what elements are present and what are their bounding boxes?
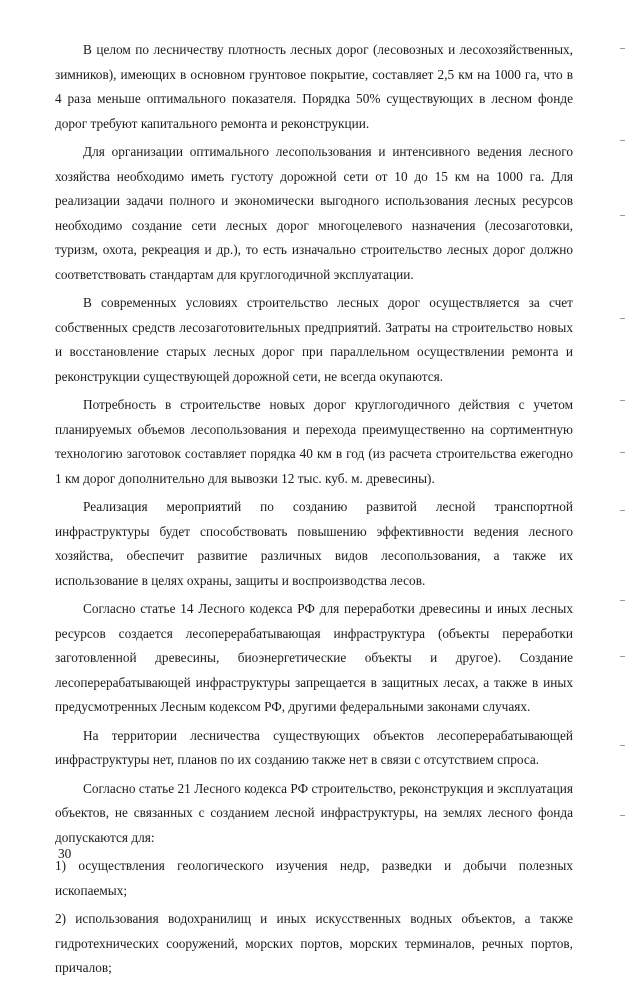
document-body — [55, 38, 573, 985]
scan-edge-mark — [620, 400, 625, 401]
page-number: 30 — [58, 846, 72, 861]
scan-edge-mark — [620, 215, 625, 216]
list-item-water-objects: 2) использования водохранилищ и иных искусственных водных объектов, а также гидротехнических сооружений, морских портов, морских терминалов, речных портов, причалов; — [55, 911, 573, 975]
paragraph-construction-funding: В современных условиях строительство лесных дорог осуществляется за счет собственных средств лесозаготовительных предприятий. Затраты на строительство новых и восстановление старых лесных дорог при параллельном осуществлении ремонта и реконструкции существующей дорожной сети, не всегда окупаются. — [55, 295, 573, 384]
scan-edge-mark — [620, 510, 625, 511]
scan-edge-mark — [620, 452, 625, 453]
paragraph-infrastructure-benefits: Реализация мероприятий по созданию развитой лесной транспортной инфраструктуры будет способствовать повышению эффективности ведения лесного хозяйства, обеспечит развитие различных видов лесопользования, а также их использование в целях охраны, защиты и воспроизводства лесов. — [55, 499, 573, 588]
scan-edge-mark — [620, 815, 625, 816]
scan-edge-mark — [620, 656, 625, 657]
paragraph-article-14: Согласно статье 14 Лесного кодекса РФ для переработки древесины и иных лесных ресурсов создается лесоперерабатывающая инфраструктура (объекты переработки заготовленной древесины, биоэнергетические объекты и другое). Создание лесоперерабатывающей инфраструктуры запрещается в защитных лесах, а также в иных предусмотренных Лесным кодексом РФ, другими федеральными законами случаях. — [55, 601, 573, 714]
scan-edge-mark — [620, 600, 625, 601]
list-item-geology: 1) осуществления геологического изучения недр, разведки и добычи полезных ископаемых; — [55, 858, 573, 898]
scan-edge-mark — [620, 745, 625, 746]
paragraph-road-network-requirements: Для организации оптимального лесопользования и интенсивного ведения лесного хозяйства необходимо иметь густоту дорожной сети от 10 до 15 км на 1000 га. Для реализации задачи полного и экономически выгодного использования лесных ресурсов необходимо создание сети лесных дорог многоцелевого назначения (лесозаготовки, туризм, охота, рекреация и др.), то есть изначально строительство лесных дорог должно соответствовать стандартам для круглогодичной эксплуатации. — [55, 144, 573, 282]
scan-edge-mark — [620, 140, 625, 141]
paragraph-road-density: В целом по лесничеству плотность лесных дорог (лесовозных и лесохозяйственных, зимников), имеющих в основном грунтовое покрытие, составляет 2,5 км на 1000 га, что в 4 раза меньше оптимального показателя. Порядка 50% существующих в лесном фонде дорог требуют капитального ремонта и реконструкции. — [55, 42, 573, 131]
scan-edge-mark — [620, 318, 625, 319]
paragraph-processing-absent: На территории лесничества существующих объектов лесоперерабатывающей инфраструктуры нет, планов по их созданию также нет в связи с отсутствием спроса. — [55, 727, 573, 767]
scan-edge-mark — [620, 48, 625, 49]
paragraph-construction-need: Потребность в строительстве новых дорог круглогодичного действия с учетом планируемых объемов лесопользования и перехода преимущественно на сортиментную технологию заготовок составляет порядка 40 км в год (из расчета строительства ежегодно 1 км дорог дополнительно для вывозки 12 тыс. куб. м. древесины). — [55, 397, 573, 486]
paragraph-article-21: Согласно статье 21 Лесного кодекса РФ строительство, реконструкция и эксплуатация объектов, не связанных с созданием лесной инфраструктуры, на землях лесного фонда допускаются для: — [55, 780, 573, 845]
